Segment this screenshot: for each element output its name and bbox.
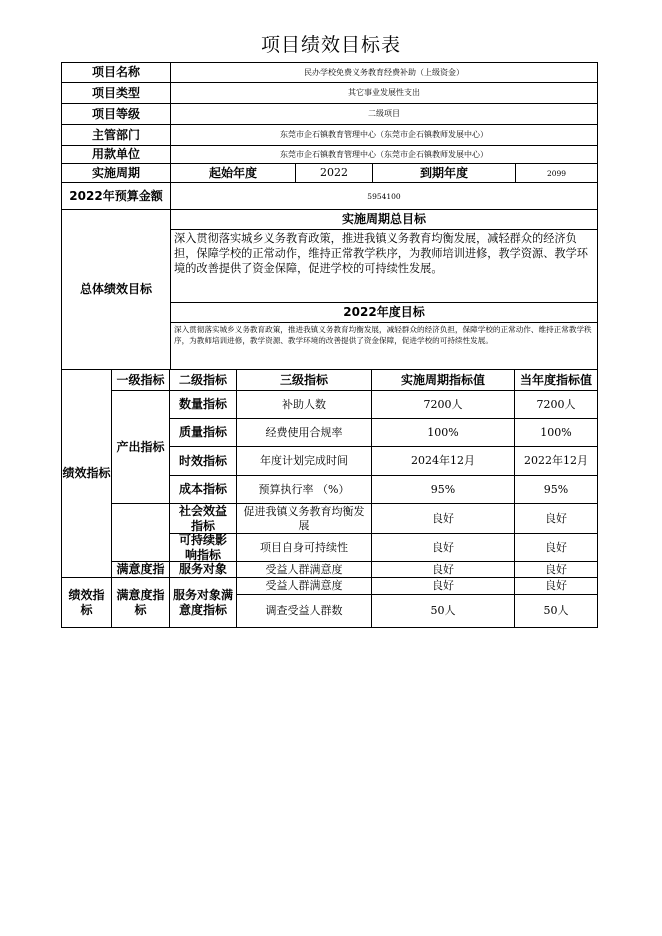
project-type-value: 其它事业发展性支出	[170, 82, 598, 104]
row-l3: 促进我镇义务教育均衡发展	[236, 503, 372, 534]
continuation-row-l3: 调查受益人群数	[236, 594, 372, 628]
header-level1: 一级指标	[111, 369, 170, 391]
row-year-value: 95%	[514, 475, 598, 504]
year-goal-header: 2022年度目标	[170, 302, 598, 323]
budget-value: 5954100	[170, 182, 598, 210]
continuation-level1-label: 满意度指标	[111, 577, 170, 628]
row-period-value: 2024年12月	[371, 446, 515, 476]
output-indicator-label: 产出指标	[111, 390, 170, 504]
indicators-section-label: 绩效指标	[61, 369, 112, 578]
continuation-row-year-value: 50人	[514, 594, 598, 628]
row-l2: 质量指标	[169, 418, 237, 447]
row-l2: 数量指标	[169, 390, 237, 419]
row-l3: 项目自身可持续性	[236, 533, 372, 562]
row-l2: 成本指标	[169, 475, 237, 504]
row-period-value: 良好	[371, 533, 515, 562]
row-l2: 服务对象	[169, 561, 237, 578]
row-period-value: 良好	[371, 561, 515, 578]
continuation-row-year-value: 良好	[514, 577, 598, 595]
row-year-value: 良好	[514, 503, 598, 534]
unit-value: 东莞市企石镇教育管理中心（东莞市企石镇教师发展中心）	[170, 145, 598, 164]
budget-label: 2022年预算金额	[61, 182, 171, 210]
row-l3: 预算执行率 （%）	[236, 475, 372, 504]
period-goal-text: 深入贯彻落实城乡义务教育政策，推进我镇义务教育均衡发展，减轻群众的经济负担，保障学校的正常动作，维持正常教学秩序，为教师培训进修，教学资源、教学环境的改善提供了资金保障，促进学校的可持续性发展。	[170, 229, 598, 303]
project-level-label: 项目等级	[61, 103, 171, 125]
row-year-value: 2022年12月	[514, 446, 598, 476]
row-l3: 经费使用合规率	[236, 418, 372, 447]
project-name-label: 项目名称	[61, 62, 171, 83]
period-label: 实施周期	[61, 163, 171, 183]
row-l3: 受益人群满意度	[236, 561, 372, 578]
continuation-row-period-value: 良好	[371, 577, 515, 595]
start-year-label: 起始年度	[170, 163, 296, 183]
continuation-row-l3: 受益人群满意度	[236, 577, 372, 595]
dept-label: 主管部门	[61, 124, 171, 146]
row-l2: 时效指标	[169, 446, 237, 476]
continuation-section-label: 绩效指标	[61, 577, 112, 628]
year-goal-text: 深入贯彻落实城乡义务教育政策，推进我镇义务教育均衡发展，减轻群众的经济负担，保障学校的正常动作、维持正常教学秩序，为教师培训进修，教学资源、教学环境的改善提供了资金保障，促进学校的可持续性发展。	[170, 322, 598, 370]
project-level-value: 二级项目	[170, 103, 598, 125]
row-period-value: 良好	[371, 503, 515, 534]
continuation-row-period-value: 50人	[371, 594, 515, 628]
row-period-value: 100%	[371, 418, 515, 447]
row-period-value: 7200人	[371, 390, 515, 419]
period-goal-header: 实施周期总目标	[170, 209, 598, 230]
row-year-value: 7200人	[514, 390, 598, 419]
row-l3: 补助人数	[236, 390, 372, 419]
page-title: 项目绩效目标表	[260, 34, 401, 56]
continuation-level2-label: 服务对象满意度指标	[169, 577, 237, 628]
row-year-value: 良好	[514, 533, 598, 562]
row-year-value: 良好	[514, 561, 598, 578]
row-l2: 社会效益指标	[169, 503, 237, 534]
row-l2: 可持续影响指标	[169, 533, 237, 562]
project-type-label: 项目类型	[61, 82, 171, 104]
header-year-value: 当年度指标值	[514, 369, 598, 391]
row-l3: 年度计划完成时间	[236, 446, 372, 476]
end-year-value: 2099	[515, 163, 598, 183]
start-year-value: 2022	[295, 163, 373, 183]
overall-goal-label: 总体绩效目标	[61, 209, 171, 370]
satisfaction-indicator-label: 满意度指	[111, 561, 170, 578]
project-name-value: 民办学校免费义务教育经费补助（上级资金）	[170, 62, 598, 83]
row-year-value: 100%	[514, 418, 598, 447]
row-period-value: 95%	[371, 475, 515, 504]
header-period-value: 实施周期指标值	[371, 369, 515, 391]
empty-level1-cell	[111, 503, 170, 562]
end-year-label: 到期年度	[372, 163, 516, 183]
header-level3: 三级指标	[236, 369, 372, 391]
unit-label: 用款单位	[61, 145, 171, 164]
dept-value: 东莞市企石镇教育管理中心（东莞市企石镇教师发展中心）	[170, 124, 598, 146]
header-level2: 二级指标	[169, 369, 237, 391]
